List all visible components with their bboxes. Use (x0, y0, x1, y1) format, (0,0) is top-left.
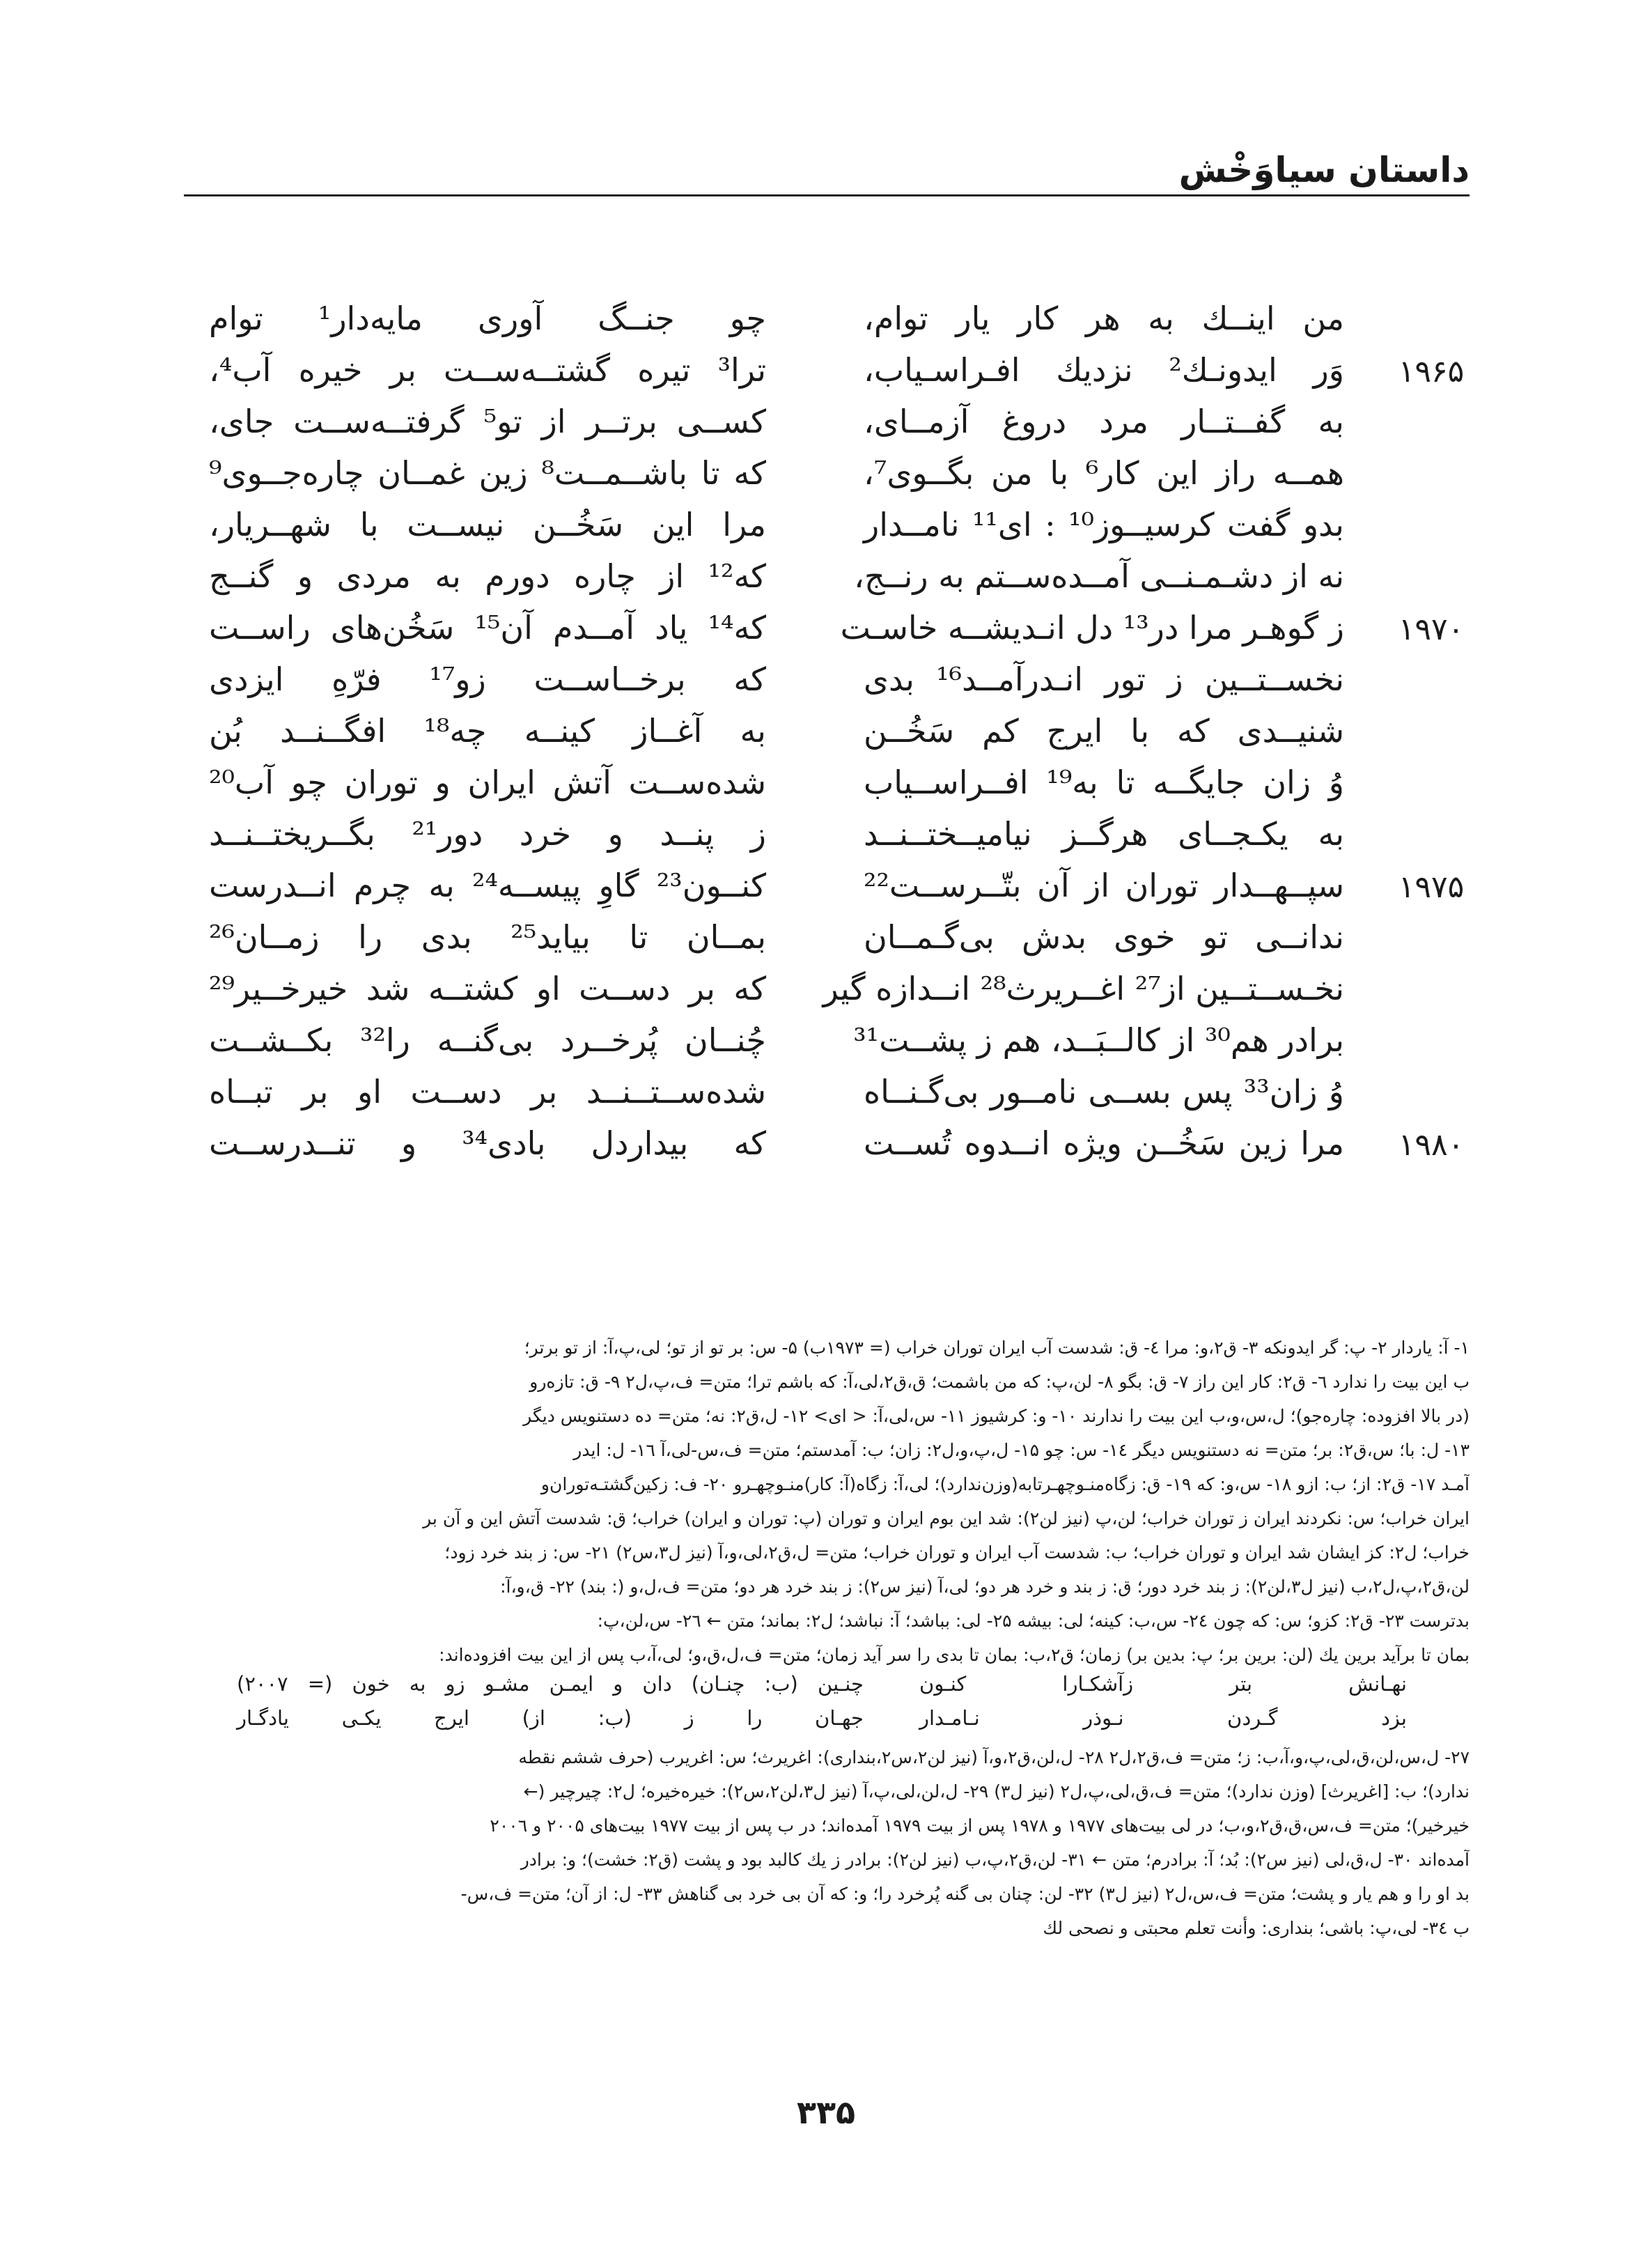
footnote-line: لن،ق۲،پ،ل۲،ب (نیز ل۳،لن۲): ز بند خرد دور؛ ق: ز بند و خرد هر دو؛ لی،آ (نیز س۲): ز بند خرد هر دو؛ متن= ف،ل،و (: بند) ۲۲- ق،و،آ: (500, 1577, 1470, 1597)
footnote-line: ۱- آ: یاردار ۲- پ: گر ایدونکه ۳- ق۲،و: مرا ٤- ق: شدست آب ایران توران خراب (= ۱۹۷۳ب) ۵- س: بر تو از تو؛ لی،پ،آ: از تو برتر؛ (524, 1338, 1470, 1358)
second-hemistich: شده‌ســتــنــد بر دســت او بر تبــاه (209, 1073, 766, 1110)
second-hemistich: کســی برتــر از تو⁵ گرفتــه‌ســت جای، (209, 403, 766, 440)
verse-line (184, 454, 1470, 506)
second-hemistich: ترا³ تیره گشتــه‌ســت بر خیره آب⁴، (209, 351, 766, 389)
verse-line (184, 506, 1470, 557)
first-hemistich: به یکـجــای هرگــز نیامیــختــنــد (864, 815, 1344, 853)
page-number: ۳۳۵ (796, 2093, 856, 2131)
footnote-line: بمان تا برآید برین یك (لن: برین بر؛ پ: بدین بر) زمان؛ ق۲،ب: بمان تا بدی را سر آید زمان؛ متن= ف،ل،ق،و؛ لی،آ،ب پس از این بیت افزوده‌اند: (439, 1645, 1470, 1665)
added-verse (184, 1672, 1470, 1706)
second-hemistich: چو جنــگ آوری مایه‌دار¹ توام (209, 300, 766, 337)
second-hemistich: ز پنــد و خرد دور²¹ بگــریختــنــد (209, 815, 766, 853)
first-hemistich: سپــهــدار توران از آن بتّــرســت²² (864, 867, 1344, 904)
footnote-line: خراب؛ ل۲: کز ایشان شد ایران و توران خراب؛ ب: شدست آب ایران و توران خراب؛ متن= ل،ق۲،لی،و،آ (نیز ل۳،س۲) ۲۱- س: ز بند خرد زود؛ (444, 1542, 1470, 1563)
added-verse (184, 1706, 1470, 1740)
verse-number: ۱۹۸۰ (1398, 1127, 1465, 1163)
added-verse-first: بزد گـردن نـوذر نـامـدار (919, 1706, 1407, 1730)
verse-line (184, 300, 1470, 351)
second-hemistich: کنــون²³ گاوِ پیســه²⁴ به چرم انــدرست (209, 867, 766, 904)
footnote-line: ب ۳٤- لی،پ: باشی؛ بنداری: وأنت تعلم محبتی و نصحی لك (1043, 1918, 1470, 1938)
footnote-line: ایران خراب؛ س: نکردند ایران ز توران خراب؛ لن،پ (نیز لن۲): شد این بوم ایران و توران (پ: توران و ایران) خراب؛ ق: شدست آتش این و آن بر (423, 1508, 1470, 1528)
header-title: داستان سیاوَخْش (1178, 150, 1470, 190)
first-hemistich: مرا زین سَخُــن ویژه انــدوه تُســت (864, 1124, 1344, 1162)
verse-line (184, 867, 1470, 918)
first-hemistich: نخســتــین ز تور انـدرآمــد¹⁶ بدی (864, 660, 1345, 698)
second-hemistich: که¹² از چاره دورم به مردی و گنــج (209, 557, 766, 595)
verse-line (184, 1124, 1470, 1176)
first-hemistich: شنیــدی که با ایرج کم سَخُــن (864, 712, 1344, 750)
second-hemistich: به آغــاز کینــه چه¹⁸ افگــنــد بُن (209, 712, 766, 750)
first-hemistich: وُ زان³³ پس بســی نامــور بی‌گـنــاه (864, 1073, 1344, 1110)
verse-line (184, 557, 1470, 609)
verse-line (184, 764, 1470, 815)
verse-number: ۱۹۶۵ (1398, 354, 1465, 389)
footnote-line: آمـد ۱۷- ق۲: از؛ ب: ازو ۱۸- س،و: که ۱۹- ق: زگاه‌منـوچهـرتابه(وزن‌ندارد)؛ لی،آ: زگاه(آ: کار)منـوچهـرو ۲۰- ف: زکین‌گشتـه‌توران‌و (540, 1474, 1470, 1494)
first-hemistich: همــه راز این کار⁶ با من بگــوی⁷، (864, 454, 1344, 492)
verse-line (184, 403, 1470, 454)
first-hemistich: ندانــی تو خوی بدش بی‌گـمــان (864, 918, 1344, 956)
added-verse-second: چنـین (ب: چنـان) دان و ایمـن مشـو زو به خون (= ۲۰۰۷) (237, 1672, 864, 1696)
running-header (184, 150, 1470, 196)
verse-line (184, 609, 1470, 660)
second-hemistich: مرا این سَخُــن نیســت با شهــریار، (209, 506, 766, 543)
verse-line (184, 660, 1470, 712)
footnote-line: آمده‌اند ۳۰- ل،ق،لی (نیز س۲): بُد؛ آ: برادرم؛ متن ← ۳۱- لن،ق۲،پ،ب (نیز لن۲): برادر ز یك کالبد بود و پشت (ق۲: خشت)؛ و: برادر (520, 1850, 1470, 1870)
footnote-line: ندارد)؛ ب: [اغریرث] (وزن ندارد)؛ متن= ف،ق،لی،پ،ل۲ (نیز ل۳) ۲۹- ل،لن،لی،پ،آ (نیز ل۳،لن۲،س۲): خیره‌خیره؛ ل۲: چیرچیر (← (523, 1781, 1470, 1802)
footnote-line: بد او را و هم یار و پشت؛ متن= ف،س،ل۲ (نیز ل۳) ۳۲- لن: چنان بی گنه پُرخرد را؛ و: که آن بی خرد بی گناهش ۳۳- ل: از آن؛ متن= ف،س- (460, 1884, 1470, 1904)
first-hemistich: وَر ایدونـك² نزدیك افـراسـیاب، (864, 351, 1344, 389)
first-hemistich: برادر هم³⁰ از کالــبَــد، هم ز پشــت³¹ (853, 1021, 1344, 1059)
first-hemistich: بدو گفت کرسیــوز¹⁰ : ای¹¹ نامــدار (864, 506, 1344, 543)
first-hemistich: ز گوهـر مرا در¹³ دل انـدیشــه خاسـت (840, 609, 1344, 647)
second-hemistich: که تا باشــمــت⁸ زین غمــان چاره‌جــوی⁹ (209, 454, 766, 492)
footnote-line: ب این بیت را ندارد ٦- ق۲: کار این راز ۷- ق: بگو ۸- لن،پ: که من باشمت؛ ق،ق۲،لی،آ: که باشم ترا؛ متن= ف،پ،ل۲ ۹- ق: تازه‌رو (529, 1372, 1470, 1392)
footnote-line: ۱۳- ل: با؛ س،ق۲: بر؛ متن= نه دستنویس دیگر ۱٤- س: چو ۱۵- ل،پ،و،ل۲: زان؛ ب: آمدستم؛ متن= ف،س-لی،آ ۱٦- ل: ایدر (573, 1440, 1470, 1460)
footnote-line: ۲۷- ل،س،لن،ق،لی،پ،و،آ،ب: ز؛ متن= ف،ق۲،ل۲ ۲۸- ل،لن،ق۲،و،آ (نیز لن۲،س۲،بنداری): اغریرث؛ س: اغریرب (حرف ششم نقطه (518, 1747, 1470, 1767)
first-hemistich: به گفــتــار مرد دروغ آزمــای، (864, 403, 1344, 440)
verse-line (184, 815, 1470, 867)
poem-verses (184, 300, 1470, 1198)
footnote-line: خیرخیر)؛ متن= ف،س،ق،ق۲،و،ب؛ در لی بیت‌های ۱۹۷۷ و ۱۹۷۸ پس از بیت ۱۹۷۹ آمده‌اند؛ در ب پس از بیت ۱۹۷۷ بیت‌های ۲۰۰۵ و ۲۰۰٦ (490, 1815, 1470, 1836)
second-hemistich: بمــان تا بیاید²⁵ بدی را زمــان²⁶ (209, 918, 767, 956)
added-verse-first: نهـانش بتر زآشکـارا کنـون (919, 1672, 1407, 1696)
verse-line (184, 351, 1470, 403)
verse-line (184, 1073, 1470, 1124)
second-hemistich: که بر دســت او کشتــه شد خیرخــیر²⁹ (209, 970, 766, 1007)
second-hemistich: که¹⁴ یاد آمــدم آن¹⁵ سَخُن‌های راســت (209, 609, 767, 647)
footnote-added-verses (184, 1672, 1470, 1740)
second-hemistich: چُنــان پُرخــرد بی‌گنــه را³² بکــشــت (209, 1021, 766, 1059)
verse-line (184, 918, 1470, 970)
second-hemistich: که بیداردل بادی³⁴ و تنــدرســت (209, 1124, 767, 1162)
first-hemistich: نخـســتــین از²⁷ اغــریرث²⁸ انــدازه گیر (823, 970, 1344, 1007)
verse-line (184, 970, 1470, 1021)
verse-line (184, 1021, 1470, 1073)
verse-number: ۱۹۷۰ (1398, 612, 1465, 647)
first-hemistich: وُ زان جایگــه تا به¹⁹ افــراســیاب (864, 764, 1344, 801)
footnote-line: (در بالا افزوده: چاره‌جو)؛ ل،س،و،ب این بیت را ندارند ۱۰- و: کرشیوز ۱۱- س،لی،آ: < ای> ۱۲- ل،ق۲: نه؛ متن= ده دستنویس دیگر (523, 1406, 1470, 1426)
footnotes (184, 1331, 1470, 1945)
first-hemistich: نه از دشـمـنــی آمــده‌ســتم به رنــج، (854, 557, 1344, 595)
verse-line (184, 712, 1470, 764)
added-verse-second: جهـان را ز (ب: از) ایرج یکـی یادگـار (237, 1706, 864, 1730)
verse-number: ۱۹۷۵ (1398, 869, 1465, 905)
second-hemistich: که برخــاســت زو¹⁷ فرّهِ ایزدی (209, 660, 766, 698)
second-hemistich: شده‌ســت آتش ایران و توران چو آب²⁰ (209, 764, 766, 801)
footnote-line: بدترست ۲۳- ق۲: کزو؛ س: که چون ۲٤- س،ب: کینه؛ لی: بیشه ۲۵- لی: بباشد؛ آ: نباشد؛ ل۲: بماند؛ متن ← ۲٦- س،لن،پ: (597, 1611, 1470, 1631)
first-hemistich: من اینــك به هر کار یار توام، (864, 300, 1344, 337)
